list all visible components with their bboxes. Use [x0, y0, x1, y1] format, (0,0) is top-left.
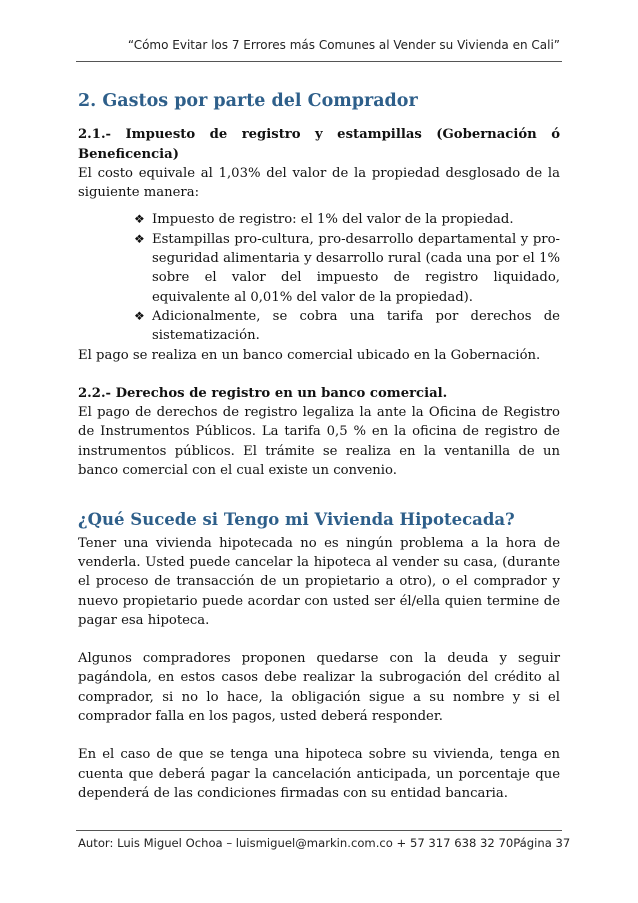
list-item-text: Estampillas pro-cultura, pro-desarrollo departamental y pro-seguridad alimentaria y desarrollo rural (cada una por el 1% sobre el valor del impuesto de registro liquidado, equivalente al 0,01% del valor de la propiedad).: [152, 231, 560, 305]
section-3-heading: ¿Qué Sucede si Tengo mi Vivienda Hipotecada?: [78, 510, 515, 530]
header-divider: [76, 61, 562, 62]
subsection-2-2-text: El pago de derechos de registro legaliza la ante la Oficina de Registro de Instrumentos Públicos. La tarifa 0,5 % en la oficina de registro de instrumentos públicos. El trámite se realiza en la ventanilla de un banco comercial con el cual existe un convenio.: [78, 405, 560, 479]
page-content: [78, 92, 560, 803]
list-item: [134, 230, 560, 307]
spacer: [78, 480, 560, 510]
diamond-bullet-icon: ❖: [134, 308, 145, 323]
page-footer: [78, 836, 571, 850]
spacer: [78, 365, 560, 384]
running-header: “Cómo Evitar los 7 Errores más Comunes al Vender su Vivienda en Cali”: [127, 38, 560, 52]
list-item-text: Adicionalmente, se cobra una tarifa por derechos de sistematización.: [152, 308, 560, 344]
subsection-2-1-outro: El pago se realiza en un banco comercial ubicado en la Gobernación.: [78, 347, 541, 363]
footer-author: Autor: Luis Miguel Ochoa – luismiguel@markin.com.co + 57 317 638 32 70: [78, 836, 514, 850]
list-item: [134, 307, 560, 346]
diamond-bullet-icon: ❖: [134, 231, 145, 246]
tax-breakdown-list: [78, 210, 560, 345]
page-number: Página 37: [513, 836, 571, 850]
paragraph: Algunos compradores proponen quedarse con la deuda y seguir pagándola, en estos casos debe realizar la subrogación del crédito al comprador, si no lo hace, la obligación sigue a su nombre y si el comprador falla en los pagos, usted deberá responder.: [78, 651, 560, 725]
footer-divider: [76, 830, 562, 831]
subsection-2-1-intro: El costo equivale al 1,03% del valor de la propiedad desglosado de la siguiente manera:: [78, 165, 560, 201]
subsection-2-1-heading: 2.1.- Impuesto de registro y estampillas (Gobernación ó Beneficencia): [78, 127, 560, 162]
paragraph: Tener una vivienda hipotecada no es ningún problema a la hora de venderla. Usted puede cancelar la hipoteca al vender su casa, (durante el proceso de transacción de un propietario a otro), o el comprador y nuevo propietario puede acordar con usted ser él/ella quien termine de pagar esa hipoteca.: [78, 535, 560, 628]
section-2-heading: 2. Gastos por parte del Comprador: [78, 91, 418, 111]
spacer: [78, 726, 560, 745]
list-item-text: Impuesto de registro: el 1% del valor de la propiedad.: [152, 212, 514, 228]
paragraph: En el caso de que se tenga una hipoteca sobre su vivienda, tenga en cuenta que deberá pagar la cancelación anticipada, un porcentaje que dependerá de las condiciones firmadas con su entidad bancaria.: [78, 747, 560, 801]
diamond-bullet-icon: ❖: [134, 212, 145, 227]
subsection-2-2-heading: 2.2.- Derechos de registro en un banco comercial.: [78, 385, 448, 401]
list-item: [134, 210, 560, 229]
spacer: [78, 630, 560, 649]
